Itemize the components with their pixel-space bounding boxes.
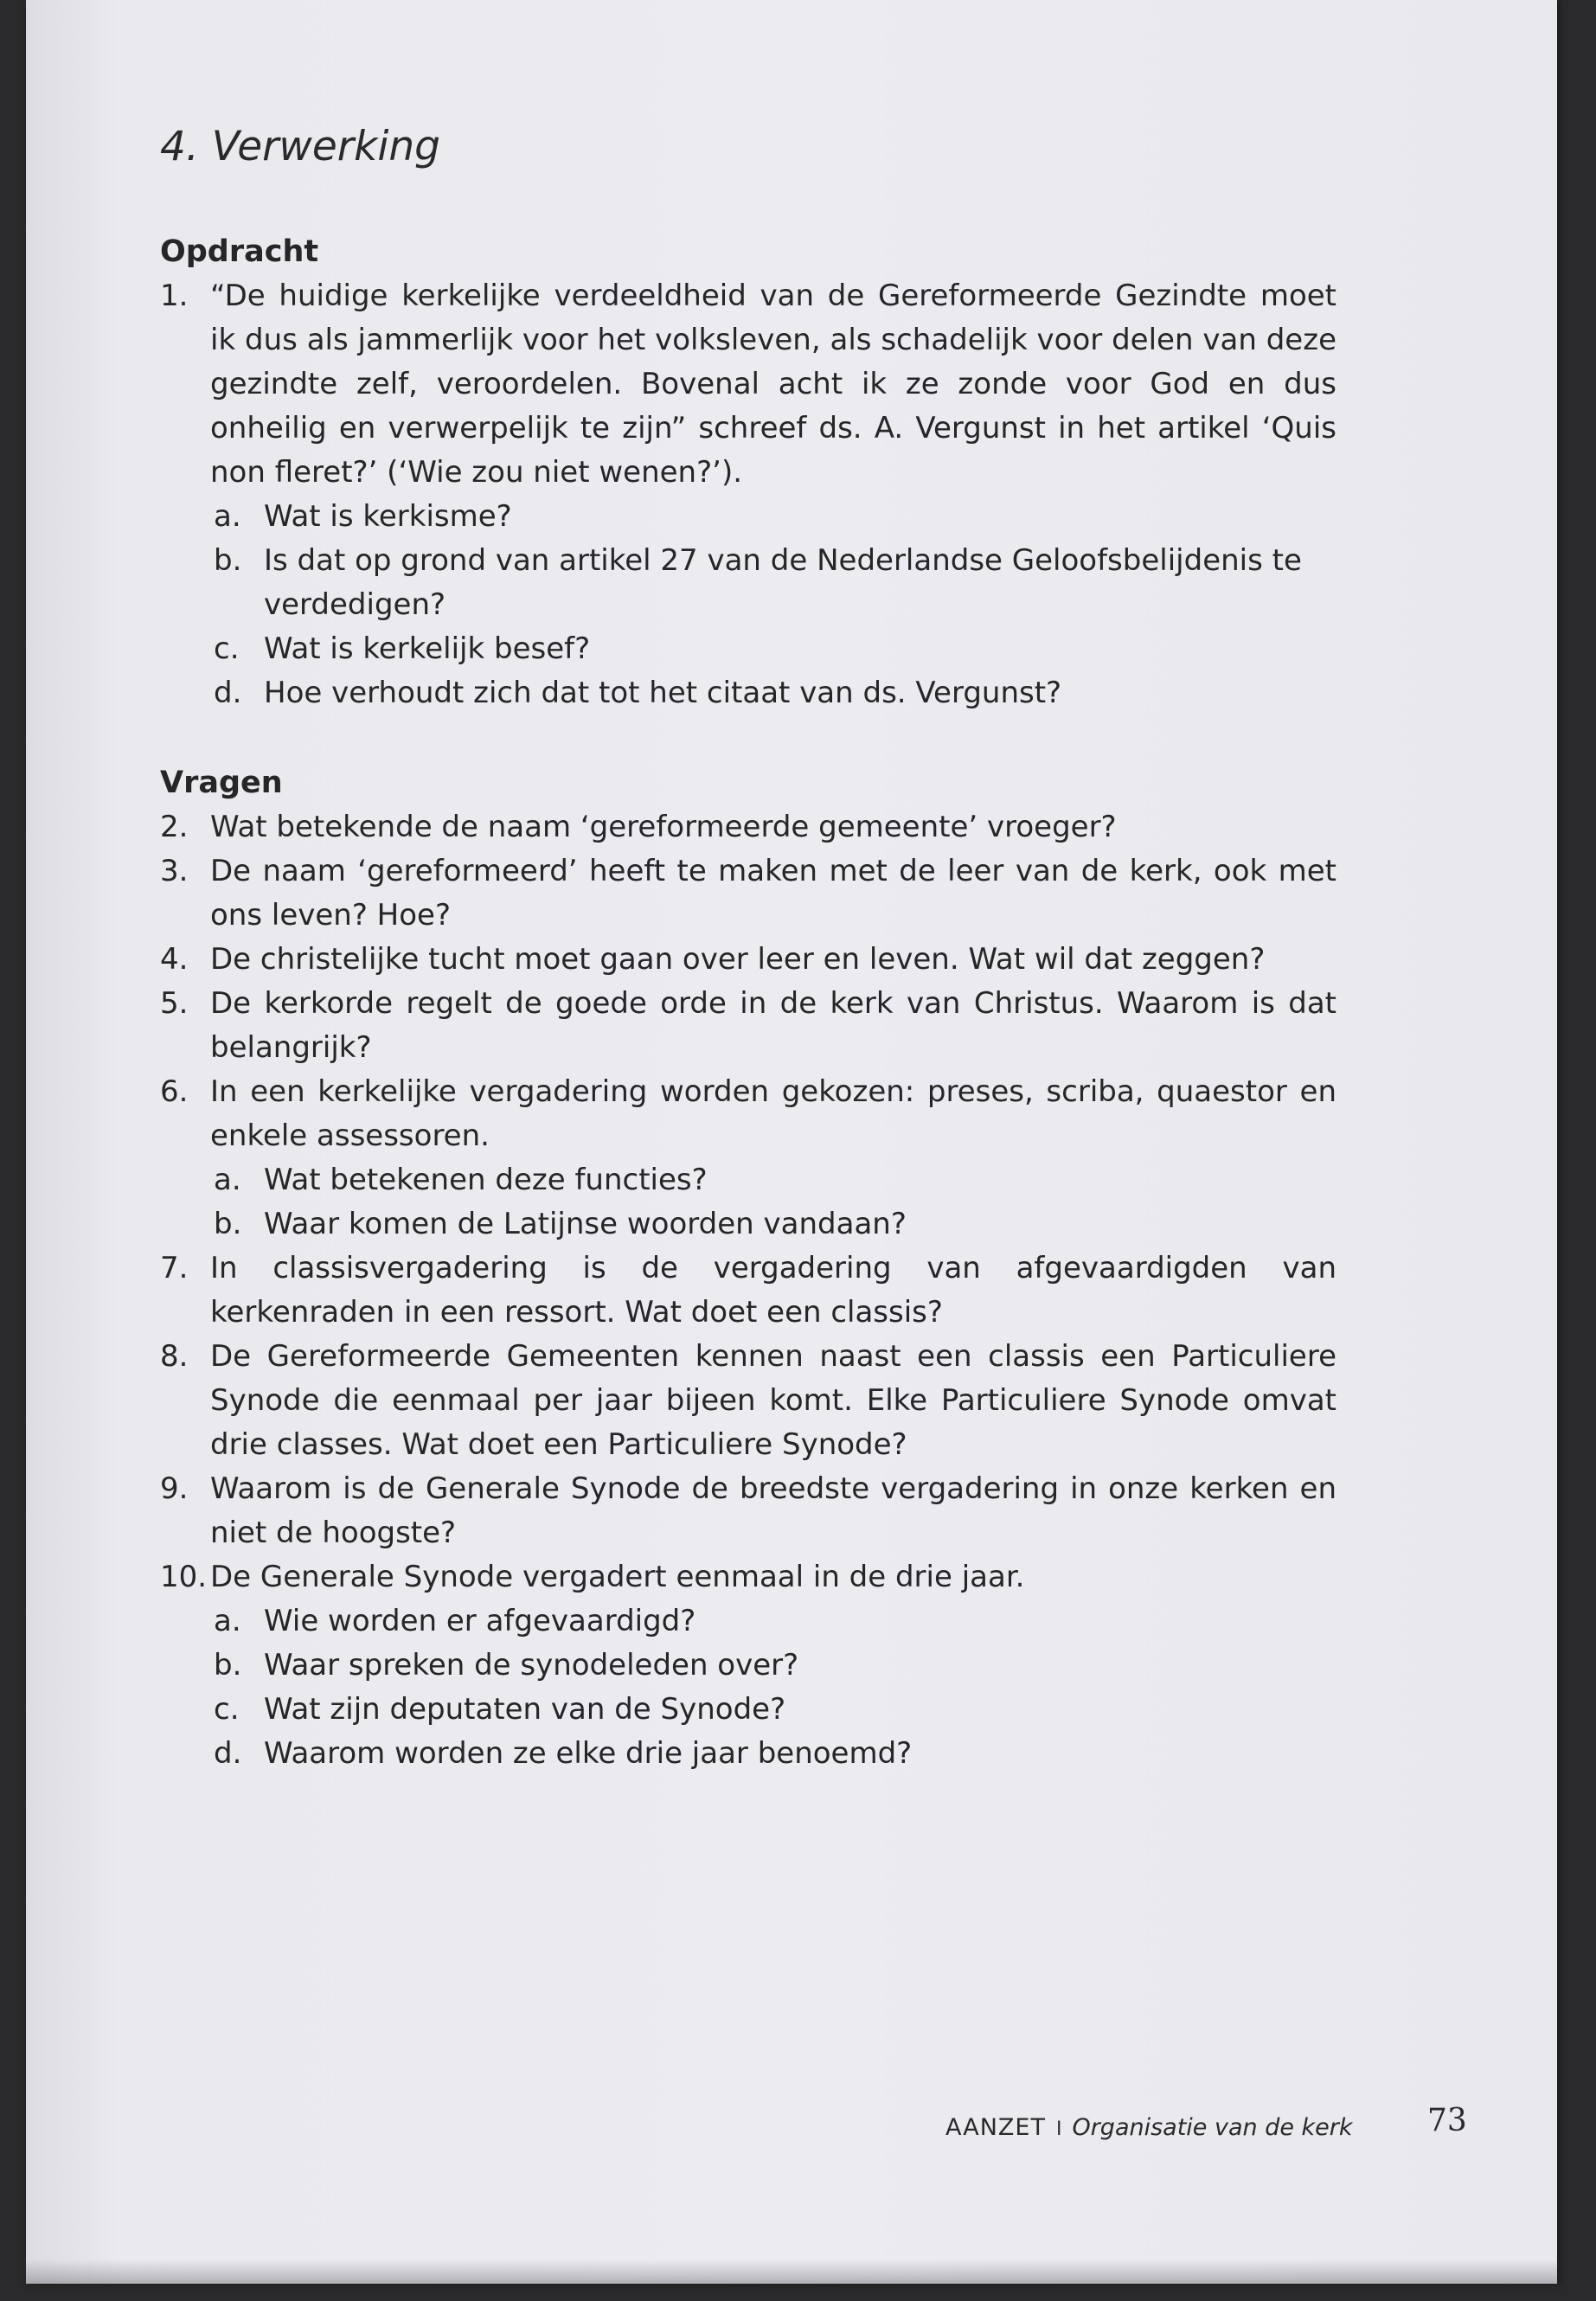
sub-question-letter: b. xyxy=(214,1648,242,1682)
opdracht-list xyxy=(160,274,1336,715)
question-text: De christelijke tucht moet gaan over leer en leven. Wat wil dat zeggen? xyxy=(210,942,1266,977)
sub-question-letter: d. xyxy=(214,676,242,710)
sub-question xyxy=(160,1202,1336,1247)
footer-brand: AANZET xyxy=(945,2114,1046,2141)
sub-question-letter: c. xyxy=(214,631,240,666)
sub-question xyxy=(160,1732,1336,1776)
sub-question xyxy=(160,627,1336,671)
sub-question-letter: a. xyxy=(214,1604,241,1638)
sub-question-letter: b. xyxy=(214,1207,242,1241)
question-text: In classisvergadering is de vergadering van afgevaardigden van kerkenraden in een ressort. Wat doet een classis? xyxy=(210,1251,1336,1330)
sub-question-letter: a. xyxy=(214,1163,241,1197)
question-text: “De huidige kerkelijke verdeeldheid van de Gereformeerde Gezindte moet ik dus als jammerlijk voor het volksleven, als schadelijk voor delen van deze gezindte zelf, veroordelen. Bovenal acht ik ze zonde voor God en dus onheilig en verwerpelijk te zijn” schreef ds. A. Vergunst in het artikel ‘Quis non fleret?’ (‘Wie zou niet wenen?’). xyxy=(210,279,1336,490)
question-item xyxy=(160,805,1336,849)
sub-question-text: Wie worden er afgevaardigd? xyxy=(264,1604,696,1638)
question-item xyxy=(160,982,1336,1070)
sub-question-text: Wat zijn deputaten van de Synode? xyxy=(264,1692,786,1727)
sub-question-text: Hoe verhoudt zich dat tot het citaat van ds. Vergunst? xyxy=(264,676,1062,710)
section-number: 4. xyxy=(160,123,199,170)
opdracht-heading: Opdracht xyxy=(160,234,319,269)
page-number: 73 xyxy=(1427,2103,1467,2138)
sub-question-text: Is dat op grond van artikel 27 van de Nederlandse Geloofsbelijdenis te verdedigen? xyxy=(264,543,1302,622)
question-number: 5. xyxy=(160,986,189,1021)
sub-question xyxy=(160,1599,1336,1644)
footer-separator: I xyxy=(1055,2118,1062,2140)
sub-question-text: Waar spreken de synodeleden over? xyxy=(264,1648,799,1682)
question-item xyxy=(160,938,1336,982)
question-number: 10. xyxy=(160,1560,208,1594)
sub-question xyxy=(160,539,1336,627)
sub-question-text: Waar komen de Latijnse woorden vandaan? xyxy=(264,1207,907,1241)
section-gap xyxy=(160,715,1336,761)
page-bottom-shadow xyxy=(26,2259,1557,2284)
question-number: 8. xyxy=(160,1339,189,1374)
question-number: 7. xyxy=(160,1251,189,1285)
page-footer xyxy=(945,2103,1467,2147)
sub-question-letter: b. xyxy=(214,543,242,578)
footer-chapter-title: Organisatie van de kerk xyxy=(1072,2114,1353,2141)
sub-question-text: Wat betekenen deze functies? xyxy=(264,1163,708,1197)
question-item xyxy=(160,1247,1336,1335)
question-item xyxy=(160,1555,1336,1599)
question-item xyxy=(160,1070,1336,1158)
question-number: 4. xyxy=(160,942,189,977)
sub-question-text: Wat is kerkelijk besef? xyxy=(264,631,591,666)
sub-question-letter: d. xyxy=(214,1736,242,1771)
section-title xyxy=(160,121,1336,173)
sub-question xyxy=(160,1158,1336,1202)
question-text: De Generale Synode vergadert eenmaal in de drie jaar. xyxy=(210,1560,1025,1594)
sub-question-text: Waarom worden ze elke drie jaar benoemd? xyxy=(264,1736,913,1771)
section-title-text: Verwerking xyxy=(211,123,441,170)
question-number: 1. xyxy=(160,279,189,313)
question-item xyxy=(160,274,1336,495)
sub-question xyxy=(160,495,1336,539)
sub-question-letter: c. xyxy=(214,1692,240,1727)
page-content xyxy=(160,121,1336,1776)
question-number: 3. xyxy=(160,854,189,888)
sub-question xyxy=(160,671,1336,715)
question-text: Wat betekende de naam ‘gereformeerde gemeente’ vroeger? xyxy=(210,810,1117,844)
sub-question xyxy=(160,1644,1336,1688)
question-text: De kerkorde regelt de goede orde in de kerk van Christus. Waarom is dat belangrijk? xyxy=(210,986,1336,1065)
question-text: De naam ‘gereformeerd’ heeft te maken met de leer van de kerk, ook met ons leven? Hoe? xyxy=(210,854,1336,933)
vragen-list xyxy=(160,805,1336,1776)
sub-question xyxy=(160,1688,1336,1732)
question-text: Waarom is de Generale Synode de breedste vergadering in onze kerken en niet de hoogste? xyxy=(210,1471,1336,1550)
vragen-heading: Vragen xyxy=(160,766,283,800)
question-number: 9. xyxy=(160,1471,189,1506)
book-page xyxy=(26,0,1557,2284)
question-number: 6. xyxy=(160,1074,189,1109)
question-item xyxy=(160,849,1336,938)
question-text: De Gereformeerde Gemeenten kennen naast een classis een Particuliere Synode die eenmaal per jaar bijeen komt. Elke Particuliere Synode omvat drie classes. Wat doet een Particuliere Synode? xyxy=(210,1339,1336,1462)
question-item xyxy=(160,1467,1336,1555)
question-item xyxy=(160,1335,1336,1467)
question-text: In een kerkelijke vergadering worden gekozen: preses, scriba, quaestor en enkele assessoren. xyxy=(210,1074,1336,1153)
question-number: 2. xyxy=(160,810,189,844)
sub-question-letter: a. xyxy=(214,499,241,534)
sub-question-text: Wat is kerkisme? xyxy=(264,499,512,534)
